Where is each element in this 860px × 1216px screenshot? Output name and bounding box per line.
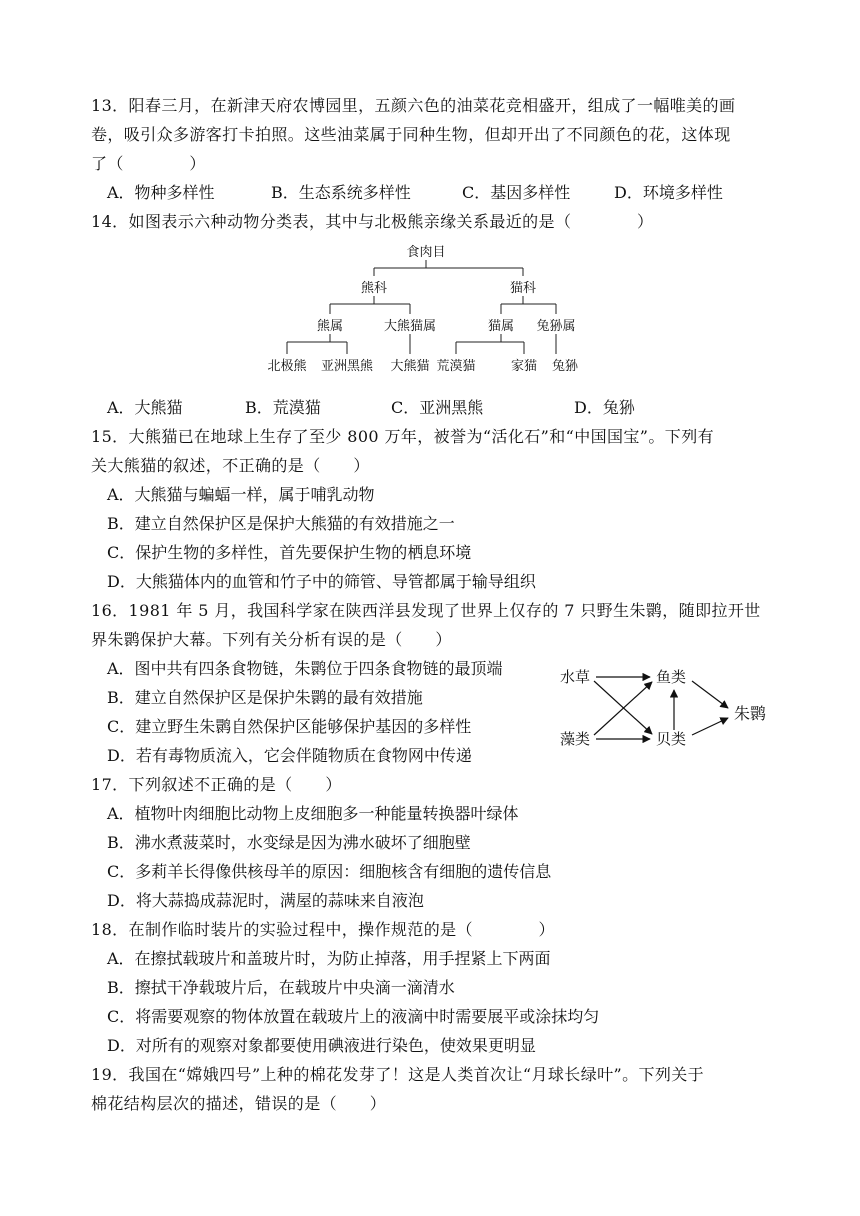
q14-stem: 14．如图表示六种动物分类表，其中与北极熊亲缘关系最近的是（ ）	[91, 212, 654, 231]
q13-stem-line2: 卷，吸引众多游客打卡拍照。这些油菜属于同种生物，但却开出了不同颜色的花，这体现	[91, 125, 731, 144]
q19-stem-line2: 棉花结构层次的描述，错误的是（ ）	[91, 1094, 387, 1113]
tree-species-giant-panda: 大熊猫	[390, 359, 430, 374]
q16-option-c: C．建立野生朱鹮自然保护区能够保护基因的多样性	[107, 717, 472, 736]
q15-option-d: D．大熊猫体内的血管和竹子中的筛管、导管都属于输导组织	[107, 572, 536, 591]
food-web-fish: 鱼类	[656, 668, 687, 686]
q18-option-d: D．对所有的观察对象都要使用碘液进行染色，使效果更明显	[107, 1036, 536, 1055]
q13-stem-line3: 了（ ）	[91, 154, 206, 173]
tree-species-polar-bear: 北极熊	[267, 359, 307, 374]
tree-species-domestic-cat: 家猫	[510, 359, 538, 374]
q17-stem: 17．下列叙述不正确的是（ ）	[91, 775, 342, 794]
q13-option-d: D．环境多样性	[614, 183, 723, 202]
q13-option-c: C．基因多样性	[462, 183, 571, 202]
tree-genus-felis: 猫属	[487, 319, 515, 334]
tree-genus-ailuropoda: 大熊猫属	[383, 319, 437, 334]
tree-order-label: 食肉目	[406, 245, 446, 260]
q14-option-a: A．大熊猫	[107, 398, 183, 417]
q18-option-b: B．擦拭干净载玻片后，在载玻片中央滴一滴清水	[107, 978, 455, 997]
q17-option-a: A．植物叶肉细胞比动物上皮细胞多一种能量转换器叶绿体	[107, 804, 519, 823]
q16-option-a: A．图中共有四条食物链，朱鹮位于四条食物链的最顶端	[107, 659, 503, 678]
food-web-crested-ibis: 朱鹮	[734, 704, 767, 723]
q15-stem-line2: 关大熊猫的叙述，不正确的是（ ）	[91, 456, 370, 475]
q18-option-a: A．在擦拭载玻片和盖玻片时，为防止掉落，用手捏紧上下两面	[107, 949, 551, 968]
q16-stem-line1: 16．1981 年 5 月，我国科学家在陕西洋县发现了世界上仅存的 7 只野生朱鹮，随即拉开世	[91, 601, 761, 620]
q14-option-d: D．兔狲	[574, 398, 635, 417]
q14-option-b: B．荒漠猫	[245, 398, 321, 417]
q15-option-b: B．建立自然保护区是保护大熊猫的有效措施之一	[107, 514, 455, 533]
q13-option-a: A．物种多样性	[107, 183, 215, 202]
q16-option-b: B．建立自然保护区是保护朱鹮的最有效措施	[107, 688, 423, 707]
q18-stem: 18．在制作临时装片的实验过程中，操作规范的是（ ）	[91, 920, 555, 939]
tree-genus-otocolobus: 兔狲属	[536, 319, 576, 334]
food-web-diagram	[550, 660, 780, 760]
q17-option-c: C．多莉羊长得像供核母羊的原因：细胞核含有细胞的遗传信息	[107, 862, 552, 881]
tree-family-bear: 熊科	[360, 281, 388, 296]
food-web-algae: 藻类	[560, 730, 591, 748]
q14-option-c: C．亚洲黑熊	[391, 398, 484, 417]
tree-species-chinese-mountain-cat: 荒漠猫	[436, 359, 476, 374]
q18-option-c: C．将需要观察的物体放置在载玻片上的液滴中时需要展平或涂抹均匀	[107, 1007, 600, 1026]
q15-option-c: C．保护生物的多样性，首先要保护生物的栖息环境	[107, 543, 472, 562]
food-web-shellfish: 贝类	[656, 730, 687, 748]
tree-family-cat: 猫科	[509, 281, 537, 296]
classification-tree-diagram	[260, 238, 600, 380]
q17-option-d: D．将大蒜捣成蒜泥时，满屋的蒜味来自液泡	[107, 891, 424, 910]
q15-stem-line1: 15．大熊猫已在地球上生存了至少 800 万年，被誉为“活化石”和“中国国宝”。下列有	[91, 427, 714, 446]
q16-option-d: D．若有毒物质流入，它会伴随物质在食物网中传递	[107, 746, 472, 765]
q13-option-b: B．生态系统多样性	[271, 183, 411, 202]
food-web-water-plant: 水草	[560, 668, 591, 686]
tree-species-pallas-cat: 兔狲	[551, 359, 579, 374]
q17-option-b: B．沸水煮菠菜时，水变绿是因为沸水破坏了细胞壁	[107, 833, 471, 852]
tree-species-asian-black-bear: 亚洲黑熊	[320, 359, 374, 374]
q13-stem-line1: 13．阳春三月，在新津天府农博园里，五颜六色的油菜花竞相盛开，组成了一幅唯美的画	[91, 96, 736, 115]
q19-stem-line1: 19．我国在“嫦娥四号”上种的棉花发芽了！这是人类首次让“月球长绿叶”。下列关于	[91, 1065, 705, 1084]
q16-stem-line2: 界朱鹮保护大幕。下列有关分析有误的是（ ）	[91, 630, 452, 649]
tree-genus-ursus: 熊属	[316, 319, 344, 334]
q15-option-a: A．大熊猫与蝙蝠一样，属于哺乳动物	[107, 485, 375, 504]
